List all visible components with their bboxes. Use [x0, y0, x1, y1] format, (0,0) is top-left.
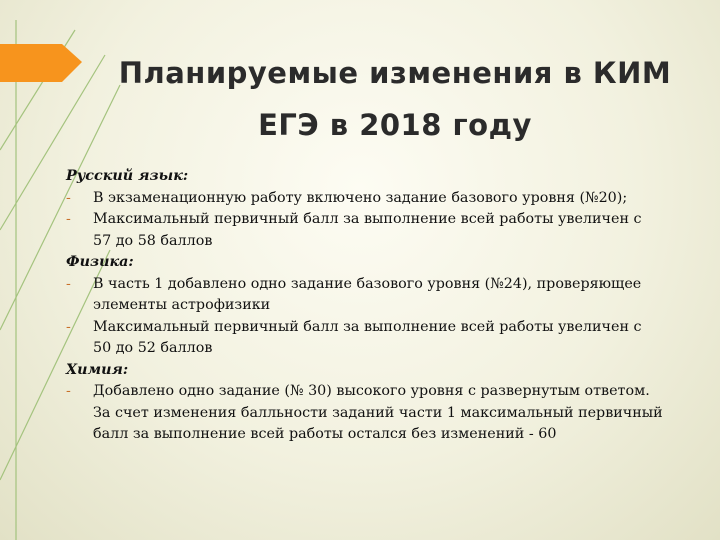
section-chemistry	[66, 360, 666, 446]
slide-content	[66, 166, 666, 446]
item-line: 57 до 58 баллов	[93, 232, 213, 249]
list-item	[66, 188, 666, 210]
slide-title-line-1: Планируемые изменения в КИМ	[118, 56, 672, 90]
bullet-dash: -	[66, 275, 71, 292]
list-item	[66, 209, 666, 252]
item-line: Добавлено одно задание (№ 30) высокого уровня с развернутым ответом.	[93, 383, 650, 399]
bullet-dash: -	[66, 211, 71, 227]
item-line: балл за выполнение всей работы остался без изменений - 60	[93, 426, 557, 442]
item-line: элементы астрофизики	[93, 297, 271, 313]
section-heading: Физика:	[66, 254, 134, 270]
section-heading: Химия:	[66, 361, 129, 378]
item-line: Максимальный первичный балл за выполнение всей работы увеличен с	[93, 318, 642, 335]
item-line: В экзаменационную работу включено задание базового уровня (№20);	[93, 189, 628, 206]
item-line: В часть 1 добавлено одно задание базового уровня (№24), проверяющее	[93, 275, 642, 292]
bullet-dash: -	[66, 189, 71, 206]
list-item	[66, 381, 666, 446]
item-line: Максимальный первичный балл за выполнение всей работы увеличен с	[93, 211, 642, 227]
section-russian	[66, 166, 666, 252]
list-item	[66, 317, 666, 360]
item-line: За счет изменения балльности заданий части 1 максимальный первичный	[93, 404, 663, 421]
item-line: 50 до 52 баллов	[93, 340, 213, 356]
section-physics	[66, 252, 666, 360]
bullet-dash: -	[66, 383, 71, 399]
section-heading: Русский язык:	[66, 168, 189, 184]
slide-title-line-2: ЕГЭ в 2018 году	[258, 108, 532, 142]
list-item	[66, 274, 666, 317]
bullet-dash: -	[66, 318, 71, 335]
